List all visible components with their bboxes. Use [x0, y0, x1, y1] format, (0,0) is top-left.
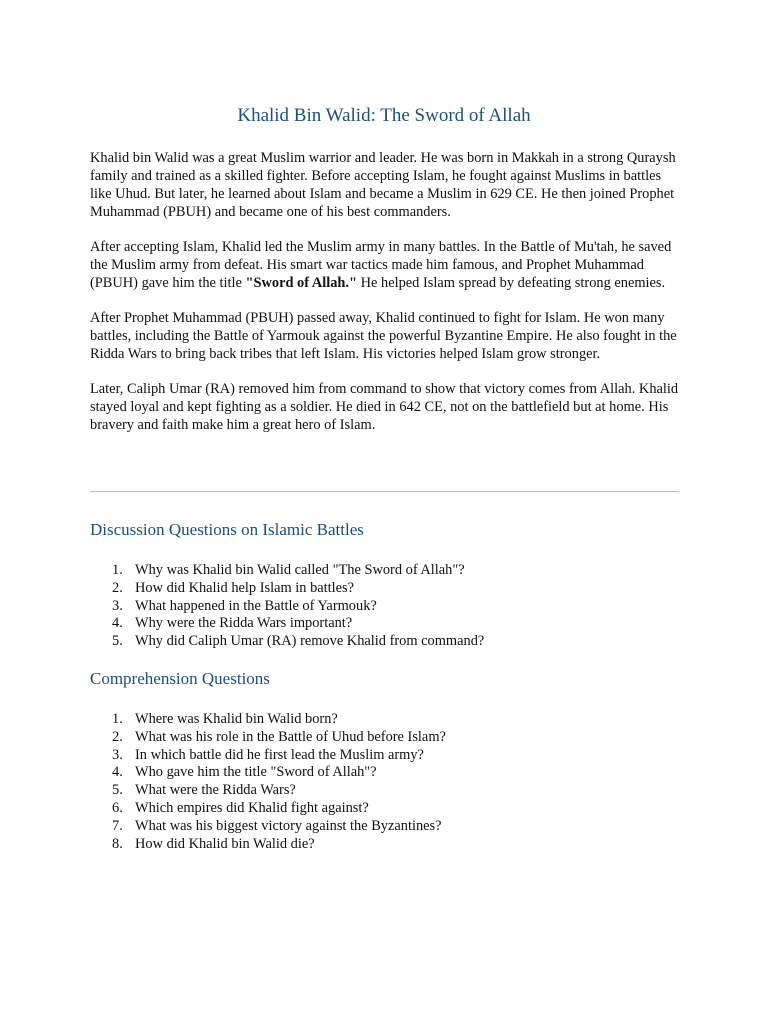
question-number: 3.: [112, 746, 123, 763]
question-number: 5.: [112, 782, 123, 799]
paragraph-3-text: After Prophet Muhammad (PBUH) passed away, Khalid continued to fight for Islam. He won many battles, including the Battle of Yarmouk against the powerful Byzantine Empire. He also fought in the Ridda Wars to bring back tribes that left Islam. His victories helped Islam grow stronger.: [90, 310, 677, 362]
paragraph-3: [90, 309, 682, 363]
question-number: 3.: [112, 597, 123, 614]
comprehension-question: [90, 764, 682, 782]
question-number: 4.: [112, 764, 123, 781]
article-body: [90, 149, 682, 451]
comprehension-question: [90, 747, 682, 765]
section-divider: [90, 491, 679, 492]
paragraph-2: [90, 238, 682, 292]
question-number: 7.: [112, 817, 123, 834]
question-text: Why was Khalid bin Walid called "The Sword of Allah"?: [135, 562, 465, 578]
paragraph-2-text-end: He helped Islam spread by defeating strong enemies.: [357, 275, 666, 291]
comprehension-question-list: [90, 711, 682, 853]
paragraph-1-text: Khalid bin Walid was a great Muslim warrior and leader. He was born in Makkah in a strong Quraysh family and trained as a skilled fighter. Before accepting Islam, he fought against Muslims in battles like Uhud. But later, he learned about Islam and became a Muslim in 629 CE. He then joined Prophet Muhammad (PBUH) and became one of his best commanders.: [90, 150, 676, 220]
question-text: What was his biggest victory against the Byzantines?: [135, 817, 442, 834]
discussion-question: [90, 615, 682, 633]
paragraph-2-text-start: After accepting Islam, Khalid led the Muslim army in many battles. In the Battle of Mu'tah, he saved the Muslim army from defeat. His smart war tactics made him famous, and Prophet Muhammad (PBUH) gave him the title: [90, 239, 672, 291]
comprehension-question: [90, 800, 682, 818]
discussion-question: [90, 598, 682, 616]
question-number: 5.: [112, 633, 123, 650]
question-number: 4.: [112, 615, 123, 632]
discussion-heading: Discussion Questions on Islamic Battles: [90, 520, 364, 539]
comprehension-question: [90, 818, 682, 836]
question-text: What was his role in the Battle of Uhud before Islam?: [135, 728, 446, 745]
question-number: 2.: [112, 728, 123, 745]
question-number: 2.: [112, 579, 123, 596]
paragraph-1: [90, 149, 682, 221]
question-number: 1.: [112, 711, 123, 727]
discussion-question: [90, 562, 682, 580]
question-text: Why were the Ridda Wars important?: [135, 615, 353, 632]
question-text: What happened in the Battle of Yarmouk?: [135, 597, 377, 614]
comprehension-question: [90, 711, 682, 729]
paragraph-4: [90, 380, 682, 434]
discussion-question-list: [90, 562, 682, 651]
comprehension-question: [90, 782, 682, 800]
question-number: 8.: [112, 835, 123, 852]
discussion-question: [90, 580, 682, 598]
question-text: What were the Ridda Wars?: [135, 782, 296, 799]
question-number: 6.: [112, 799, 123, 816]
sword-of-allah-emphasis: "Sword of Allah.": [245, 275, 358, 291]
page-title: Khalid Bin Walid: The Sword of Allah: [237, 105, 531, 126]
question-text: Who gave him the title "Sword of Allah"?: [135, 764, 377, 781]
question-text: In which battle did he first lead the Muslim army?: [135, 746, 424, 763]
question-text: How did Khalid bin Walid die?: [135, 835, 315, 852]
comprehension-question: [90, 836, 682, 854]
comprehension-heading: Comprehension Questions: [90, 669, 270, 688]
question-text: How did Khalid help Islam in battles?: [135, 579, 355, 596]
discussion-question: [90, 633, 682, 651]
question-text: Where was Khalid bin Walid born?: [135, 711, 338, 727]
question-text: Why did Caliph Umar (RA) remove Khalid from command?: [135, 633, 485, 650]
paragraph-4-text: Later, Caliph Umar (RA) removed him from command to show that victory comes from Allah. Khalid stayed loyal and kept fighting as a soldier. He died in 642 CE, not on the battlefield but at home. His bravery and faith make him a great hero of Islam.: [90, 381, 679, 433]
question-number: 1.: [112, 562, 123, 578]
comprehension-question: [90, 729, 682, 747]
question-text: Which empires did Khalid fight against?: [135, 799, 369, 816]
